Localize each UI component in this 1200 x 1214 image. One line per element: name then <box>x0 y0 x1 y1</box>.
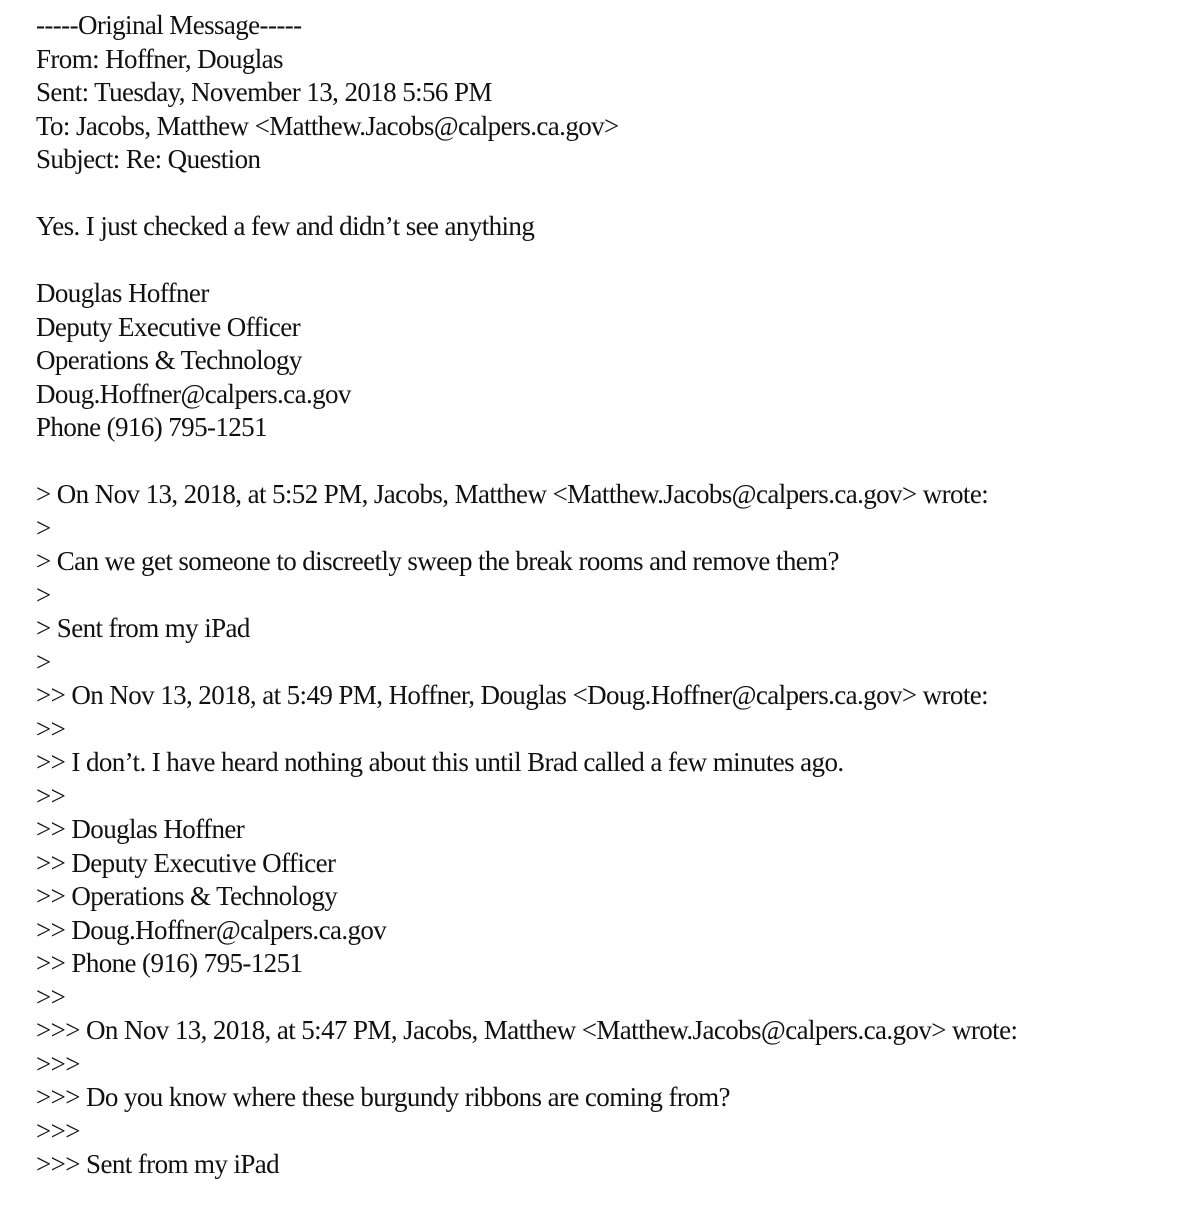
header-to: To: Jacobs, Matthew <Matthew.Jacobs@calpers.ca.gov> <box>36 110 619 141</box>
signature-phone: Phone (916) 795-1251 <box>36 412 267 442</box>
quoted-header-level2: >> On Nov 13, 2018, at 5:49 PM, Hoffner, Douglas <Doug.Hoffner@calpers.ca.gov> wrote: <box>36 680 989 710</box>
blank-line <box>36 445 1190 479</box>
header-sent: Sent: Tuesday, November 13, 2018 5:56 PM <box>36 77 492 107</box>
quoted-body-level1: > Can we get someone to discreetly sweep the break rooms and remove them? <box>36 546 839 576</box>
original-message-separator: -----Original Message----- <box>36 10 302 40</box>
quoted-signature-department-level2: >> Operations & Technology <box>36 881 338 911</box>
quoted-line-level3: >>> <box>36 1115 80 1146</box>
blank-line <box>36 244 1190 278</box>
quoted-line-level1: > <box>36 512 51 543</box>
header-subject: Subject: Re: Question <box>36 144 261 174</box>
quoted-line-level2: >> <box>36 780 66 811</box>
quoted-line-level1: > <box>36 646 51 677</box>
quoted-signature-name-level2: >> Douglas Hoffner <box>36 814 245 844</box>
quoted-line-level2: >> <box>36 981 66 1012</box>
quoted-signature-email-level2: >> Doug.Hoffner@calpers.ca.gov <box>36 914 387 945</box>
quoted-signature-title-level2: >> Deputy Executive Officer <box>36 847 336 878</box>
quoted-signature-phone-level2: >> Phone (916) 795-1251 <box>36 948 303 978</box>
quoted-sent-from-level3: >>> Sent from my iPad <box>36 1149 280 1179</box>
quoted-body-level3: >>> Do you know where these burgundy ribbons are coming from? <box>36 1082 730 1112</box>
signature-name: Douglas Hoffner <box>36 278 209 308</box>
reply-body: Yes. I just checked a few and didn’t see anything <box>36 211 535 241</box>
signature-title: Deputy Executive Officer <box>36 311 300 342</box>
quoted-header-level1: > On Nov 13, 2018, at 5:52 PM, Jacobs, Matthew <Matthew.Jacobs@calpers.ca.gov> wrote: <box>36 479 989 509</box>
header-from: From: Hoffner, Douglas <box>36 43 283 74</box>
quoted-header-level3: >>> On Nov 13, 2018, at 5:47 PM, Jacobs, Matthew <Matthew.Jacobs@calpers.ca.gov> wrote: <box>36 1015 1018 1045</box>
quoted-line-level1: > <box>36 579 51 610</box>
email-document <box>36 9 1190 1182</box>
blank-line <box>36 177 1190 211</box>
quoted-line-level2: >> <box>36 713 66 744</box>
quoted-body-level2: >> I don’t. I have heard nothing about this until Brad called a few minutes ago. <box>36 747 844 777</box>
quoted-sent-from-level1: > Sent from my iPad <box>36 613 250 643</box>
signature-email: Doug.Hoffner@calpers.ca.gov <box>36 378 351 409</box>
signature-department: Operations & Technology <box>36 345 302 375</box>
quoted-line-level3: >>> <box>36 1048 80 1079</box>
